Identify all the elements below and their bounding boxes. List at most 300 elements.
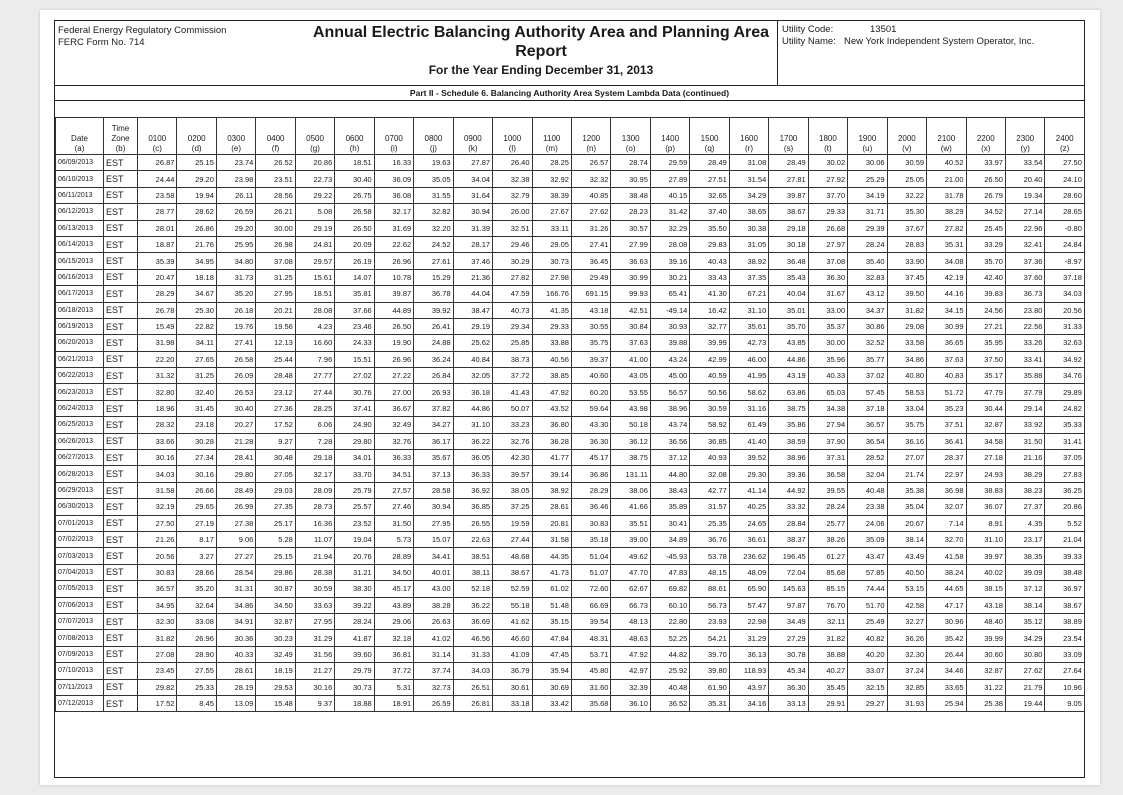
lambda-value-cell: 28.89 bbox=[374, 548, 413, 564]
lambda-value-cell: 31.31 bbox=[216, 581, 255, 597]
table-row bbox=[56, 171, 1085, 187]
lambda-value-cell: 36.52 bbox=[650, 695, 689, 711]
lambda-value-cell: 36.17 bbox=[414, 433, 453, 449]
column-label: 0900 bbox=[463, 134, 482, 143]
lambda-value-cell: 36.46 bbox=[571, 499, 610, 515]
lambda-value-cell: 38.14 bbox=[887, 531, 926, 547]
lambda-value-cell: 35.30 bbox=[887, 204, 926, 220]
lambda-value-cell: 30.21 bbox=[650, 269, 689, 285]
lambda-value-cell: 28.38 bbox=[295, 564, 334, 580]
lambda-value-cell: 42.73 bbox=[729, 335, 768, 351]
lambda-value-cell: 42.40 bbox=[966, 269, 1005, 285]
lambda-value-cell: 31.45 bbox=[177, 400, 216, 416]
lambda-value-cell: 38.11 bbox=[453, 564, 492, 580]
column-header bbox=[295, 118, 334, 155]
lambda-value-cell: 25.79 bbox=[335, 482, 374, 498]
lambda-value-cell: 38.96 bbox=[650, 400, 689, 416]
lambda-value-cell: 29.30 bbox=[729, 466, 768, 482]
lambda-value-cell: 34.86 bbox=[887, 351, 926, 367]
column-code: (c) bbox=[152, 144, 162, 153]
lambda-value-cell: 35.88 bbox=[1005, 368, 1044, 384]
lambda-value-cell: 38.48 bbox=[1045, 564, 1084, 580]
lambda-value-cell: 28.77 bbox=[138, 204, 177, 220]
lambda-value-cell: 43.98 bbox=[611, 400, 650, 416]
lambda-value-cell: 34.11 bbox=[177, 335, 216, 351]
lambda-value-cell: 32.49 bbox=[256, 646, 295, 662]
column-code: (x) bbox=[981, 144, 991, 153]
lambda-value-cell: 38.28 bbox=[414, 597, 453, 613]
lambda-value-cell: 41.09 bbox=[493, 646, 532, 662]
lambda-value-cell: 27.19 bbox=[177, 515, 216, 531]
lambda-value-cell: 36.73 bbox=[1005, 286, 1044, 302]
lambda-value-cell: 32.92 bbox=[532, 171, 571, 187]
lambda-value-cell: 21.36 bbox=[453, 269, 492, 285]
lambda-value-cell: 26.59 bbox=[216, 204, 255, 220]
lambda-value-cell: 25.33 bbox=[177, 679, 216, 695]
lambda-value-cell: 36.92 bbox=[453, 482, 492, 498]
lambda-value-cell: 28.90 bbox=[177, 646, 216, 662]
lambda-value-cell: 23.52 bbox=[335, 515, 374, 531]
lambda-value-cell: 27.62 bbox=[571, 204, 610, 220]
lambda-value-cell: 35.40 bbox=[848, 253, 887, 269]
column-code: (l) bbox=[508, 144, 516, 153]
lambda-value-cell: 28.29 bbox=[138, 286, 177, 302]
lambda-value-cell: 30.16 bbox=[138, 450, 177, 466]
column-label: 0300 bbox=[227, 134, 246, 143]
lambda-value-cell: 44.35 bbox=[532, 548, 571, 564]
lambda-value-cell: 32.30 bbox=[887, 646, 926, 662]
lambda-value-cell: 28.65 bbox=[1045, 204, 1084, 220]
column-header bbox=[493, 118, 532, 155]
lambda-value-cell: 28.48 bbox=[256, 368, 295, 384]
lambda-value-cell: 49.62 bbox=[611, 548, 650, 564]
lambda-value-cell: 28.37 bbox=[927, 450, 966, 466]
time-zone-cell: EST bbox=[104, 302, 138, 318]
lambda-value-cell: 38.59 bbox=[769, 433, 808, 449]
lambda-value-cell: 39.88 bbox=[650, 335, 689, 351]
lambda-value-cell: 52.59 bbox=[493, 581, 532, 597]
lambda-value-cell: 26.11 bbox=[216, 187, 255, 203]
lambda-value-cell: 36.28 bbox=[532, 433, 571, 449]
lambda-value-cell: 27.99 bbox=[611, 236, 650, 252]
date-cell: 06/18/2013 bbox=[56, 302, 104, 318]
lambda-value-cell: 38.14 bbox=[1005, 597, 1044, 613]
lambda-value-cell: 40.50 bbox=[887, 564, 926, 580]
lambda-value-cell: 29.46 bbox=[493, 236, 532, 252]
lambda-value-cell: 36.78 bbox=[414, 286, 453, 302]
lambda-value-cell: 36.09 bbox=[374, 171, 413, 187]
lambda-value-cell: 26.50 bbox=[966, 171, 1005, 187]
lambda-value-cell: 36.76 bbox=[690, 531, 729, 547]
lambda-value-cell: 33.43 bbox=[690, 269, 729, 285]
lambda-value-cell: 35.67 bbox=[414, 450, 453, 466]
lambda-value-cell: 16.42 bbox=[690, 302, 729, 318]
lambda-value-cell: 31.57 bbox=[690, 499, 729, 515]
lambda-value-cell: 31.21 bbox=[335, 564, 374, 580]
lambda-value-cell: 28.32 bbox=[138, 417, 177, 433]
lambda-value-cell: 35.70 bbox=[966, 253, 1005, 269]
table-row bbox=[56, 253, 1085, 269]
table-row bbox=[56, 531, 1085, 547]
lambda-value-cell: 26.58 bbox=[335, 204, 374, 220]
lambda-value-cell: 44.86 bbox=[769, 351, 808, 367]
lambda-value-cell: 22.80 bbox=[650, 613, 689, 629]
lambda-value-cell: 25.29 bbox=[848, 171, 887, 187]
column-label: 0200 bbox=[187, 134, 206, 143]
lambda-value-cell: 31.58 bbox=[532, 531, 571, 547]
lambda-value-cell: 33.97 bbox=[966, 155, 1005, 171]
lambda-value-cell: 29.49 bbox=[571, 269, 610, 285]
lambda-value-cell: 37.67 bbox=[887, 220, 926, 236]
lambda-value-cell: 39.80 bbox=[690, 663, 729, 679]
table-row bbox=[56, 450, 1085, 466]
time-zone-cell: EST bbox=[104, 663, 138, 679]
lambda-value-cell: 33.13 bbox=[769, 695, 808, 711]
lambda-value-cell: 35.37 bbox=[808, 318, 847, 334]
lambda-value-cell: 34.19 bbox=[848, 187, 887, 203]
lambda-value-cell: 30.18 bbox=[769, 236, 808, 252]
lambda-value-cell: 34.95 bbox=[177, 253, 216, 269]
utility-code-value: 13501 bbox=[870, 24, 897, 35]
lambda-value-cell: 31.78 bbox=[927, 187, 966, 203]
time-zone-cell: EST bbox=[104, 335, 138, 351]
lambda-value-cell: 18.96 bbox=[138, 400, 177, 416]
date-cell: 06/30/2013 bbox=[56, 499, 104, 515]
lambda-value-cell: 27.36 bbox=[256, 400, 295, 416]
lambda-value-cell: 23.93 bbox=[690, 613, 729, 629]
lambda-value-cell: 40.20 bbox=[848, 646, 887, 662]
date-cell: 07/02/2013 bbox=[56, 531, 104, 547]
lambda-value-cell: 36.41 bbox=[927, 433, 966, 449]
lambda-value-cell: 44.86 bbox=[453, 400, 492, 416]
lambda-value-cell: 21.74 bbox=[887, 466, 926, 482]
lambda-value-cell: 56.73 bbox=[690, 597, 729, 613]
lambda-value-cell: 27.89 bbox=[650, 171, 689, 187]
lambda-value-cell: 29.79 bbox=[335, 663, 374, 679]
lambda-value-cell: 32.76 bbox=[493, 433, 532, 449]
lambda-value-cell: 27.37 bbox=[1005, 499, 1044, 515]
lambda-value-cell: 60.10 bbox=[650, 597, 689, 613]
lambda-value-cell: 32.64 bbox=[177, 597, 216, 613]
lambda-value-cell: 26.50 bbox=[374, 318, 413, 334]
lambda-value-cell: 28.41 bbox=[216, 450, 255, 466]
lambda-value-cell: 40.56 bbox=[532, 351, 571, 367]
lambda-value-cell: 51.70 bbox=[848, 597, 887, 613]
lambda-value-cell: 28.54 bbox=[216, 564, 255, 580]
time-zone-cell: EST bbox=[104, 531, 138, 547]
table-body bbox=[56, 155, 1085, 712]
lambda-value-cell: 61.90 bbox=[690, 679, 729, 695]
lambda-value-cell: 38.92 bbox=[532, 482, 571, 498]
lambda-value-cell: 45.00 bbox=[650, 368, 689, 384]
lambda-value-cell: 31.10 bbox=[453, 417, 492, 433]
lambda-value-cell: 19.44 bbox=[1005, 695, 1044, 711]
lambda-value-cell: 27.46 bbox=[374, 499, 413, 515]
lambda-value-cell: 31.82 bbox=[138, 630, 177, 646]
lambda-value-cell: 37.79 bbox=[1005, 384, 1044, 400]
lambda-value-cell: 36.30 bbox=[571, 433, 610, 449]
column-header bbox=[927, 118, 966, 155]
lambda-value-cell: 38.37 bbox=[769, 531, 808, 547]
lambda-value-cell: 62.67 bbox=[611, 581, 650, 597]
lambda-value-cell: 39.14 bbox=[532, 466, 571, 482]
lambda-value-cell: 38.47 bbox=[453, 302, 492, 318]
lambda-value-cell: 8.45 bbox=[177, 695, 216, 711]
lambda-value-cell: 30.83 bbox=[138, 564, 177, 580]
lambda-value-cell: 42.97 bbox=[611, 663, 650, 679]
lambda-value-cell: 10.96 bbox=[1045, 679, 1084, 695]
utility-info bbox=[777, 21, 1084, 85]
lambda-value-cell: 18.91 bbox=[374, 695, 413, 711]
lambda-value-cell: 44.80 bbox=[650, 466, 689, 482]
lambda-value-cell: 32.30 bbox=[138, 613, 177, 629]
lambda-value-cell: 53.71 bbox=[571, 646, 610, 662]
lambda-value-cell: 36.16 bbox=[887, 433, 926, 449]
lambda-value-cell: 34.41 bbox=[414, 548, 453, 564]
date-cell: 06/28/2013 bbox=[56, 466, 104, 482]
lambda-value-cell: 35.43 bbox=[769, 269, 808, 285]
column-label: 2300 bbox=[1016, 134, 1035, 143]
report-frame bbox=[54, 20, 1085, 778]
lambda-value-cell: 31.58 bbox=[138, 482, 177, 498]
lambda-value-cell: 30.61 bbox=[493, 679, 532, 695]
lambda-value-cell: 30.99 bbox=[927, 318, 966, 334]
lambda-value-cell: 10.78 bbox=[374, 269, 413, 285]
table-row bbox=[56, 335, 1085, 351]
lambda-value-cell: 36.12 bbox=[611, 433, 650, 449]
lambda-value-cell: 34.49 bbox=[769, 613, 808, 629]
time-zone-cell: EST bbox=[104, 286, 138, 302]
utility-code-label: Utility Code: bbox=[782, 24, 834, 35]
lambda-value-cell: 27.61 bbox=[414, 253, 453, 269]
form-number: FERC Form No. 714 bbox=[58, 37, 145, 48]
date-cell: 07/05/2013 bbox=[56, 581, 104, 597]
lambda-value-cell: 39.00 bbox=[611, 531, 650, 547]
lambda-value-cell: 21.16 bbox=[1005, 450, 1044, 466]
lambda-value-cell: 38.83 bbox=[966, 482, 1005, 498]
lambda-value-cell: 26.50 bbox=[335, 220, 374, 236]
lambda-value-cell: 28.49 bbox=[769, 155, 808, 171]
lambda-value-cell: 26.63 bbox=[414, 613, 453, 629]
lambda-value-cell: 30.93 bbox=[650, 318, 689, 334]
lambda-value-cell: 38.30 bbox=[335, 581, 374, 597]
time-zone-cell: EST bbox=[104, 630, 138, 646]
lambda-value-cell: 24.93 bbox=[966, 466, 1005, 482]
lambda-value-cell: 37.72 bbox=[374, 663, 413, 679]
lambda-value-cell: 31.26 bbox=[571, 220, 610, 236]
lambda-value-cell: 33.92 bbox=[1005, 417, 1044, 433]
lambda-value-cell: 15.48 bbox=[256, 695, 295, 711]
table-row bbox=[56, 269, 1085, 285]
lambda-value-cell: 28.49 bbox=[216, 482, 255, 498]
lambda-value-cell: 22.62 bbox=[374, 236, 413, 252]
lambda-value-cell: 34.91 bbox=[216, 613, 255, 629]
lambda-value-cell: 36.65 bbox=[927, 335, 966, 351]
lambda-value-cell: 60.20 bbox=[571, 384, 610, 400]
lambda-value-cell: 15.29 bbox=[414, 269, 453, 285]
lambda-value-cell: 26.86 bbox=[177, 220, 216, 236]
lambda-value-cell: 37.63 bbox=[927, 351, 966, 367]
lambda-value-cell: 26.78 bbox=[138, 302, 177, 318]
lambda-value-cell: -49.14 bbox=[650, 302, 689, 318]
lambda-value-cell: 35.70 bbox=[769, 318, 808, 334]
system-lambda-table bbox=[55, 117, 1085, 712]
lambda-value-cell: 32.05 bbox=[453, 368, 492, 384]
lambda-value-cell: 28.61 bbox=[532, 499, 571, 515]
column-code: (k) bbox=[468, 144, 478, 153]
utility-name-row bbox=[782, 36, 1080, 48]
lambda-value-cell: 30.83 bbox=[571, 515, 610, 531]
column-header bbox=[848, 118, 887, 155]
lambda-value-cell: 36.13 bbox=[729, 646, 768, 662]
lambda-value-cell: 25.57 bbox=[335, 499, 374, 515]
lambda-value-cell: 30.95 bbox=[611, 171, 650, 187]
lambda-value-cell: 42.58 bbox=[887, 597, 926, 613]
lambda-value-cell: 23.38 bbox=[848, 499, 887, 515]
lambda-value-cell: 25.15 bbox=[177, 155, 216, 171]
lambda-value-cell: 47.70 bbox=[611, 564, 650, 580]
lambda-value-cell: 8.91 bbox=[966, 515, 1005, 531]
lambda-value-cell: 30.16 bbox=[295, 679, 334, 695]
lambda-value-cell: 31.39 bbox=[453, 220, 492, 236]
lambda-value-cell: 20.09 bbox=[335, 236, 374, 252]
lambda-value-cell: 35.89 bbox=[650, 499, 689, 515]
lambda-value-cell: 20.27 bbox=[216, 417, 255, 433]
lambda-value-cell: 43.24 bbox=[650, 351, 689, 367]
lambda-value-cell: 48.68 bbox=[493, 548, 532, 564]
lambda-value-cell: 27.95 bbox=[414, 515, 453, 531]
lambda-value-cell: 61.49 bbox=[729, 417, 768, 433]
column-label: 1100 bbox=[543, 134, 561, 143]
lambda-value-cell: 56.57 bbox=[650, 384, 689, 400]
time-zone-cell: EST bbox=[104, 679, 138, 695]
lambda-value-cell: 36.54 bbox=[848, 433, 887, 449]
lambda-value-cell: 34.51 bbox=[374, 466, 413, 482]
lambda-value-cell: 34.46 bbox=[927, 663, 966, 679]
table-row bbox=[56, 695, 1085, 711]
lambda-value-cell: 24.44 bbox=[138, 171, 177, 187]
lambda-value-cell: 58.92 bbox=[690, 417, 729, 433]
lambda-value-cell: 34.76 bbox=[1045, 368, 1084, 384]
lambda-value-cell: 33.07 bbox=[848, 663, 887, 679]
lambda-value-cell: 28.24 bbox=[848, 236, 887, 252]
lambda-value-cell: 28.83 bbox=[887, 236, 926, 252]
lambda-value-cell: 23.12 bbox=[256, 384, 295, 400]
lambda-value-cell: 26.58 bbox=[216, 351, 255, 367]
lambda-value-cell: 34.29 bbox=[1005, 630, 1044, 646]
lambda-value-cell: 38.29 bbox=[1005, 466, 1044, 482]
lambda-value-cell: 28.73 bbox=[295, 499, 334, 515]
lambda-value-cell: 40.48 bbox=[848, 482, 887, 498]
time-zone-cell: EST bbox=[104, 597, 138, 613]
lambda-value-cell: 32.29 bbox=[650, 220, 689, 236]
date-cell: 07/04/2013 bbox=[56, 564, 104, 580]
lambda-value-cell: 66.73 bbox=[611, 597, 650, 613]
lambda-value-cell: 32.73 bbox=[414, 679, 453, 695]
lambda-value-cell: 23.58 bbox=[138, 187, 177, 203]
lambda-value-cell: 38.51 bbox=[453, 548, 492, 564]
lambda-value-cell: 4.23 bbox=[295, 318, 334, 334]
lambda-value-cell: 22.63 bbox=[453, 531, 492, 547]
lambda-value-cell: 37.24 bbox=[887, 663, 926, 679]
table-row bbox=[56, 515, 1085, 531]
column-code: (n) bbox=[586, 144, 597, 153]
lambda-value-cell: 35.50 bbox=[690, 220, 729, 236]
lambda-value-cell: 39.50 bbox=[887, 286, 926, 302]
lambda-value-cell: 26.96 bbox=[177, 630, 216, 646]
lambda-value-cell: 36.81 bbox=[374, 646, 413, 662]
lambda-value-cell: 29.89 bbox=[1045, 384, 1084, 400]
lambda-value-cell: 21.76 bbox=[177, 236, 216, 252]
lambda-value-cell: 14.07 bbox=[335, 269, 374, 285]
lambda-value-cell: 27.98 bbox=[532, 269, 571, 285]
lambda-value-cell: 20.47 bbox=[138, 269, 177, 285]
lambda-value-cell: 50.07 bbox=[493, 400, 532, 416]
lambda-value-cell: 85.68 bbox=[808, 564, 847, 580]
lambda-value-cell: 31.60 bbox=[571, 679, 610, 695]
lambda-value-cell: 34.95 bbox=[138, 597, 177, 613]
lambda-value-cell: 27.00 bbox=[374, 384, 413, 400]
lambda-value-cell: 43.89 bbox=[374, 597, 413, 613]
lambda-value-cell: 31.29 bbox=[295, 630, 334, 646]
lambda-value-cell: 9.05 bbox=[1045, 695, 1084, 711]
lambda-value-cell: 19.90 bbox=[374, 335, 413, 351]
lambda-value-cell: 50.18 bbox=[611, 417, 650, 433]
column-header bbox=[138, 118, 177, 155]
lambda-value-cell: 40.48 bbox=[650, 679, 689, 695]
lambda-value-cell: 26.84 bbox=[414, 368, 453, 384]
lambda-value-cell: 39.97 bbox=[966, 548, 1005, 564]
lambda-value-cell: 37.90 bbox=[808, 433, 847, 449]
table-row bbox=[56, 400, 1085, 416]
lambda-value-cell: 52.25 bbox=[650, 630, 689, 646]
lambda-value-cell: 31.25 bbox=[177, 368, 216, 384]
column-code: (b) bbox=[115, 144, 126, 153]
lambda-value-cell: 35.95 bbox=[966, 335, 1005, 351]
lambda-value-cell: 27.50 bbox=[1045, 155, 1084, 171]
part-title: Part II - Schedule 6. Balancing Authority Area System Lambda Data (continued) bbox=[55, 85, 1084, 101]
column-header bbox=[453, 118, 492, 155]
lambda-value-cell: 22.73 bbox=[295, 171, 334, 187]
lambda-value-cell: 18.87 bbox=[138, 236, 177, 252]
lambda-value-cell: 27.97 bbox=[808, 236, 847, 252]
lambda-value-cell: 32.20 bbox=[414, 220, 453, 236]
lambda-value-cell: 40.73 bbox=[493, 302, 532, 318]
lambda-value-cell: 21.00 bbox=[927, 171, 966, 187]
lambda-value-cell: 31.42 bbox=[650, 204, 689, 220]
lambda-value-cell: 24.33 bbox=[335, 335, 374, 351]
lambda-value-cell: 47.79 bbox=[966, 384, 1005, 400]
column-label: 1900 bbox=[858, 134, 877, 143]
lambda-value-cell: 38.85 bbox=[532, 368, 571, 384]
lambda-value-cell: 15.51 bbox=[335, 351, 374, 367]
lambda-value-cell: 18.51 bbox=[335, 155, 374, 171]
lambda-value-cell: 32.17 bbox=[295, 466, 334, 482]
column-header bbox=[104, 118, 138, 155]
lambda-value-cell: 29.19 bbox=[453, 318, 492, 334]
lambda-value-cell: 23.17 bbox=[1005, 531, 1044, 547]
table-row bbox=[56, 187, 1085, 203]
lambda-value-cell: 36.30 bbox=[769, 679, 808, 695]
lambda-value-cell: 30.69 bbox=[532, 679, 571, 695]
lambda-value-cell: 36.22 bbox=[453, 433, 492, 449]
lambda-value-cell: 23.54 bbox=[1045, 630, 1084, 646]
lambda-value-cell: 27.41 bbox=[571, 236, 610, 252]
lambda-value-cell: 65.41 bbox=[650, 286, 689, 302]
lambda-value-cell: 30.00 bbox=[808, 335, 847, 351]
column-label: Date bbox=[71, 134, 88, 143]
date-cell: 06/16/2013 bbox=[56, 269, 104, 285]
